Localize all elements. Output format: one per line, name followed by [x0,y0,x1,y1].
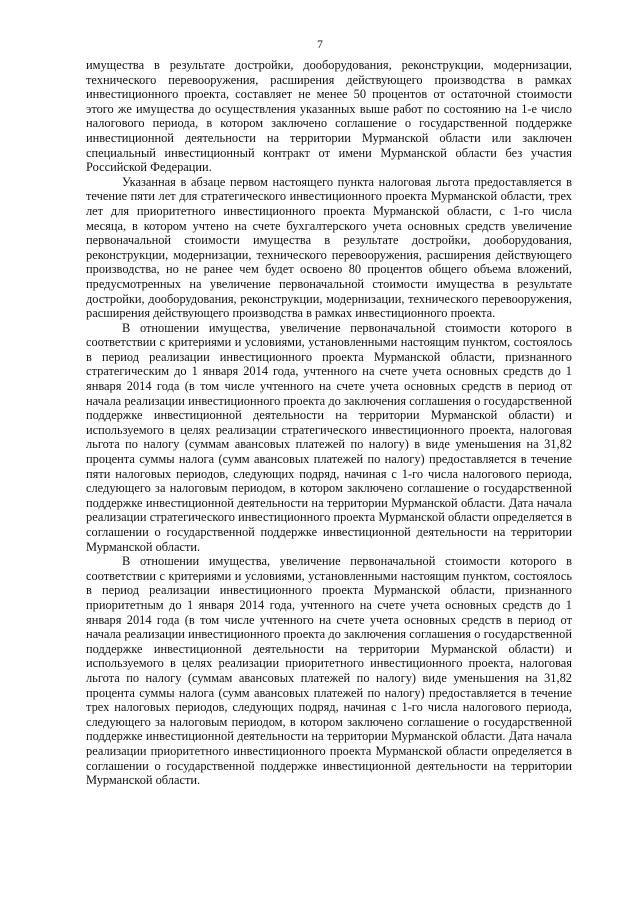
paragraph-strategic-project: В отношении имущества, увеличение первоначальной стоимости которого в соответствии с критериями и условиями, установленными настоящим пунктом, состоялось в период реализации инвестиционного проекта Мурманской области, признанного стратегическим до 1 января 2014 года, учтенного на счете учета основных средств до 1 января 2014 года (в том числе учтенного на счете учета основных средств в период от начала реализации инвестиционного проекта до заключения соглашения о государственной поддержке инвестиционной деятельности на территории Мурманской области) и используемого в целях реализации стратегического инвестиционного проекта, налоговая льгота по налогу (суммам авансовых платежей по налогу) в виде уменьшения на 31,82 процента суммы налога (сумм авансовых платежей по налогу) предоставляется в течение пяти налоговых периодов, следующих подряд, начиная с 1-го числа налогового периода, следующего за налоговым периодом, в котором заключено соглашение о государственной поддержке инвестиционной деятельности на территории Мурманской области. Дата начала реализации стратегического инвестиционного проекта Мурманской области определяется в соглашении о государственной поддержке инвестиционной деятельности на территории Мурманской области. [86,320,572,554]
paragraph-priority-project: В отношении имущества, увеличение первоначальной стоимости которого в соответствии с критериями и условиями, установленными настоящим пунктом, состоялось в период реализации инвестиционного проекта Мурманской области, признанного приоритетным до 1 января 2014 года, учтенного на счете учета основных средств до 1 января 2014 года (в том числе учтенного на счете учета основных средств в период от начала реализации инвестиционного проекта до заключения соглашения о государственной поддержке инвестиционной деятельности на территории Мурманской области) и используемого в целях реализации приоритетного инвестиционного проекта, налоговая льгота по налогу (суммам авансовых платежей по налогу) виде уменьшения на 31,82 процента суммы налога (сумм авансовых платежей по налогу) предоставляется в течение трех налоговых периодов, следующих подряд, начиная с 1-го числа налогового периода, следующего за налоговым периодом, в котором заключено соглашение о государственной поддержке инвестиционной деятельности на территории Мурманской области. Дата начала реализации приоритетного инвестиционного проекта Мурманской области определяется в соглашении о государственной поддержке инвестиционной деятельности на территории Мурманской области. [86,554,572,788]
page-number: 7 [317,39,323,51]
paragraph-benefit-period: Указанная в абзаце первом настоящего пункта налоговая льгота предоставляется в течение пяти лет для стратегического инвестиционного проекта Мурманской области, трех лет для приоритетного инвестиционного проекта Мурманской области, с 1-го числа месяца, в котором учтено на счете бухгалтерского учета основных средств увеличение первоначальной стоимости имущества в результате достройки, дооборудования, реконструкции, модернизации, технического перевооружения, расширения действующего производства, но не ранее чем будет освоено 80 процентов общего объема вложений, предусмотренных на увеличение первоначальной стоимости имущества в результате достройки, дооборудования, реконструкции, модернизации, технического перевооружения, расширения действующего производства в рамках инвестиционного проекта. [86,174,572,321]
document-body [86,58,572,788]
paragraph-continuation: имущества в результате достройки, дооборудования, реконструкции, модернизации, технического перевооружения, расширения действующего производства в рамках инвестиционного проекта, составляет не менее 50 процентов от остаточной стоимости этого же имущества до осуществления указанных выше работ по состоянию на 1-е число налогового периода, в котором заключено соглашение о государственной поддержке инвестиционной деятельности на территории Мурманской области или заключен специальный инвестиционный контракт от имени Мурманской области без участия Российской Федерации. [86,58,572,175]
